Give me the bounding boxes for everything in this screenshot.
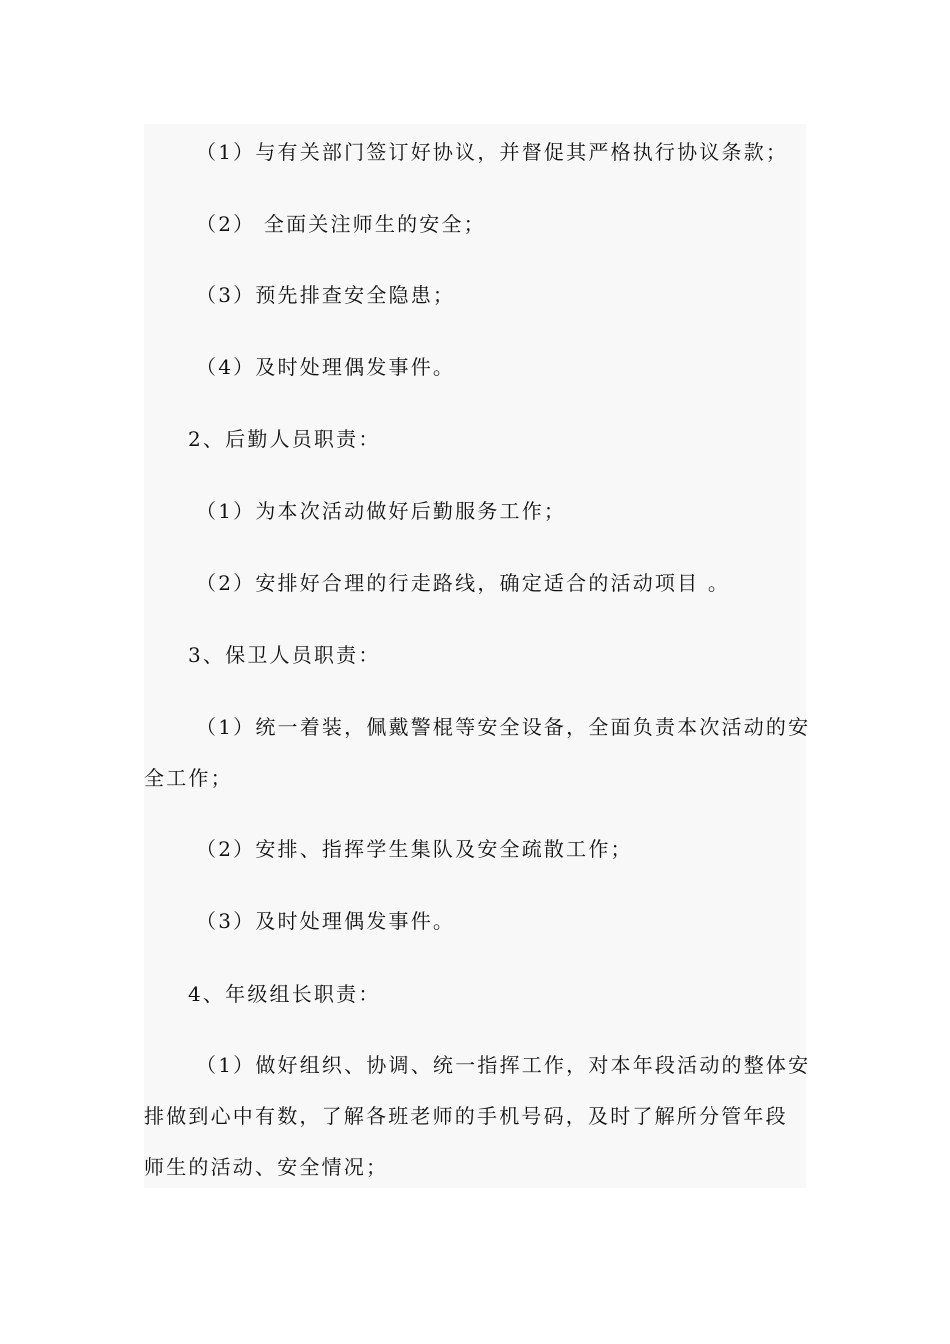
paragraph-line: （2） 全面关注师生的安全；: [196, 212, 486, 236]
paragraph-line: 排做到心中有数，了解各班老师的手机号码，及时了解所分管年段: [144, 1104, 788, 1128]
paragraph-line: 师生的活动、安全情况；: [144, 1155, 389, 1179]
paragraph-line: （1）做好组织、协调、统一指挥工作，对本年段活动的整体安: [196, 1053, 811, 1077]
paragraph-line: （1）为本次活动做好后勤服务工作；: [196, 499, 567, 523]
paragraph-line: （2）安排好合理的行走路线，确定适合的活动项目 。: [196, 571, 731, 595]
section-heading: 3、保卫人员职责：: [188, 643, 381, 667]
paragraph-line: （1）与有关部门签订好协议，并督促其严格执行协议条款；: [196, 140, 789, 164]
section-heading: 2、后勤人员职责：: [188, 427, 381, 451]
section-heading: 4、年级组长职责：: [188, 982, 381, 1006]
paragraph-line: （4）及时处理偶发事件。: [196, 355, 456, 379]
paragraph-line: （3）预先排查安全隐患；: [196, 283, 456, 307]
paragraph-line: （3）及时处理偶发事件。: [196, 909, 456, 933]
document-body: [144, 124, 811, 1188]
paragraph-line: 全工作；: [144, 766, 233, 790]
paragraph-line: （2）安排、指挥学生集队及安全疏散工作；: [196, 837, 633, 861]
paragraph-line: （1）统一着装，佩戴警棍等安全设备，全面负责本次活动的安: [196, 715, 811, 739]
